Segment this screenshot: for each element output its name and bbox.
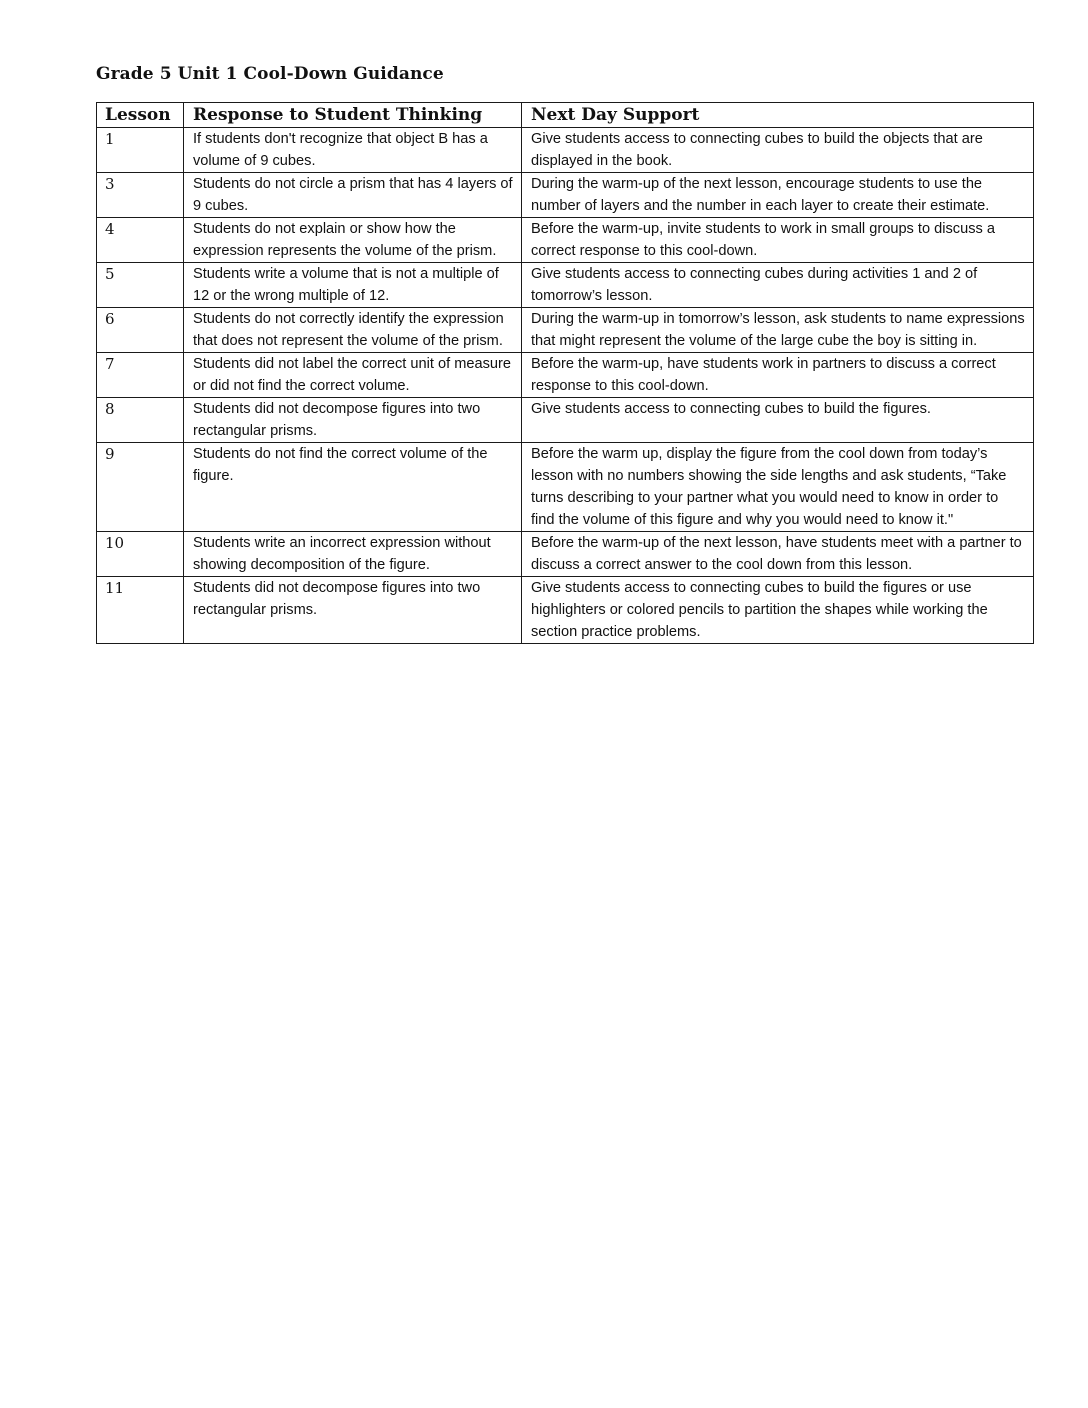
header-support: Next Day Support (522, 103, 1034, 128)
support-cell: Before the warm-up, have students work in partners to discuss a correct response to this cool-down. (522, 353, 1034, 398)
support-cell: Give students access to connecting cubes to build the objects that are displayed in the book. (522, 128, 1034, 173)
table-row (97, 263, 1034, 308)
lesson-number: 11 (97, 577, 184, 644)
table-row (97, 443, 1034, 532)
table-row (97, 577, 1034, 644)
table-row (97, 128, 1034, 173)
response-cell: Students write a volume that is not a multiple of 12 or the wrong multiple of 12. (184, 263, 522, 308)
support-cell: Give students access to connecting cubes to build the figures. (522, 398, 1034, 443)
support-cell: Before the warm-up of the next lesson, have students meet with a partner to discuss a correct answer to the cool down from this lesson. (522, 532, 1034, 577)
table-row (97, 173, 1034, 218)
table-row (97, 532, 1034, 577)
support-cell: During the warm-up in tomorrow’s lesson, ask students to name expressions that might represent the volume of the large cube the boy is sitting in. (522, 308, 1034, 353)
lesson-number: 7 (97, 353, 184, 398)
lesson-number: 8 (97, 398, 184, 443)
support-cell: Before the warm up, display the figure from the cool down from today’s lesson with no numbers showing the side lengths and ask students, “Take turns describing to your partner what you would need to know in order to find the volume of this figure and why you would need to know it." (522, 443, 1034, 532)
lesson-number: 9 (97, 443, 184, 532)
support-cell: Give students access to connecting cubes during activities 1 and 2 of tomorrow’s lesson. (522, 263, 1034, 308)
response-cell: Students do not find the correct volume of the figure. (184, 443, 522, 532)
table-row (97, 308, 1034, 353)
support-cell: Give students access to connecting cubes to build the figures or use highlighters or colored pencils to partition the shapes while working the section practice problems. (522, 577, 1034, 644)
response-cell: Students did not decompose figures into two rectangular prisms. (184, 398, 522, 443)
lesson-number: 10 (97, 532, 184, 577)
lesson-number: 1 (97, 128, 184, 173)
lesson-number: 5 (97, 263, 184, 308)
page-title: Grade 5 Unit 1 Cool-Down Guidance (96, 64, 444, 84)
lesson-number: 4 (97, 218, 184, 263)
response-cell: Students do not correctly identify the expression that does not represent the volume of the prism. (184, 308, 522, 353)
response-cell: If students don't recognize that object B has a volume of 9 cubes. (184, 128, 522, 173)
response-cell: Students write an incorrect expression without showing decomposition of the figure. (184, 532, 522, 577)
lesson-number: 3 (97, 173, 184, 218)
response-cell: Students did not decompose figures into two rectangular prisms. (184, 577, 522, 644)
response-cell: Students do not circle a prism that has 4 layers of 9 cubes. (184, 173, 522, 218)
header-lesson: Lesson (97, 103, 184, 128)
table-row (97, 218, 1034, 263)
response-cell: Students do not explain or show how the expression represents the volume of the prism. (184, 218, 522, 263)
support-cell: During the warm-up of the next lesson, encourage students to use the number of layers and the number in each layer to create their estimate. (522, 173, 1034, 218)
support-cell: Before the warm-up, invite students to work in small groups to discuss a correct response to this cool-down. (522, 218, 1034, 263)
lesson-number: 6 (97, 308, 184, 353)
guidance-table (96, 102, 1034, 644)
header-response: Response to Student Thinking (184, 103, 522, 128)
table-row (97, 353, 1034, 398)
response-cell: Students did not label the correct unit of measure or did not find the correct volume. (184, 353, 522, 398)
table-header-row (97, 103, 1034, 128)
table-row (97, 398, 1034, 443)
